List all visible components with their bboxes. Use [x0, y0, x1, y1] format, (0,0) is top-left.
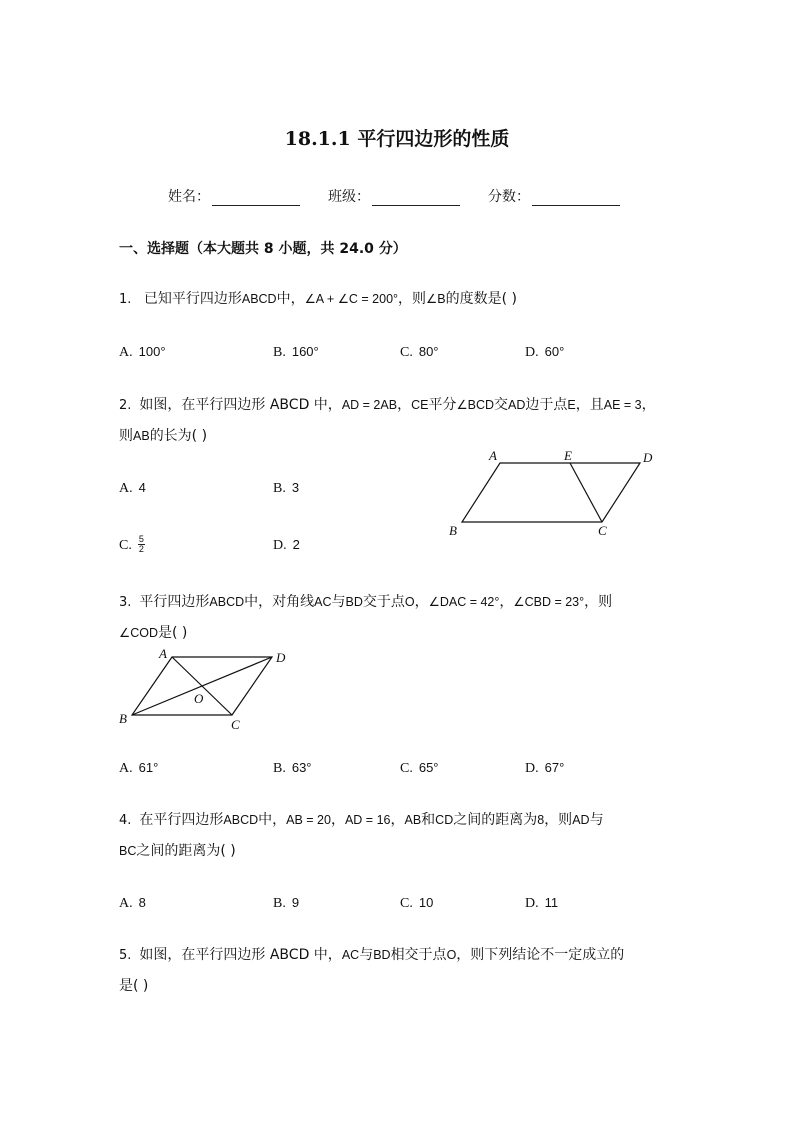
- q5-math: BD: [373, 948, 391, 962]
- vertex-a-label: A: [159, 646, 167, 661]
- vertex-c-label: C: [598, 523, 607, 538]
- option-value: 100°: [138, 344, 166, 359]
- q3-parallelogram-figure: [112, 645, 297, 737]
- q4-text: 中，: [258, 812, 287, 828]
- option-label: C.: [400, 761, 413, 776]
- q4-option-b[interactable]: [273, 895, 299, 912]
- q4-option-a[interactable]: [119, 895, 146, 912]
- q1-text: 的度数是( ): [445, 291, 517, 307]
- q5-text: 是( ): [119, 978, 149, 994]
- q3-math: ABCD: [209, 595, 245, 609]
- q3-math: O: [404, 595, 415, 609]
- question-number: 3.: [119, 595, 132, 610]
- q4-text: 之间的距离为: [453, 812, 538, 828]
- option-value: 8: [138, 895, 146, 910]
- q4-math: AB = 20: [286, 813, 331, 827]
- option-value: 10: [418, 895, 434, 910]
- vertex-b-label: B: [449, 523, 457, 538]
- q2-text: ，且: [575, 397, 604, 413]
- option-value: 11: [544, 895, 559, 910]
- question-number: 4.: [119, 813, 132, 828]
- option-label: C.: [400, 896, 413, 911]
- option-label: D.: [525, 345, 539, 360]
- option-value: 61°: [138, 760, 159, 775]
- q2-text: 则: [119, 428, 133, 444]
- q3-text: 平行四边形: [139, 594, 210, 610]
- option-label: B.: [273, 761, 286, 776]
- q1-text: ，则: [398, 291, 427, 307]
- q4-math: BC: [119, 844, 137, 858]
- class-blank: [372, 191, 460, 206]
- option-label: A.: [119, 896, 133, 911]
- option-label: B.: [273, 345, 286, 360]
- q3-line-2: [119, 618, 612, 648]
- option-value: 80°: [418, 344, 439, 359]
- question-3: [119, 587, 612, 648]
- q4-text: 在平行四边形: [139, 812, 224, 828]
- q2-text: 边于点: [525, 397, 568, 413]
- score-label: 分数：: [488, 189, 530, 205]
- parallelogram-abcd: [462, 463, 640, 522]
- q4-option-d[interactable]: [525, 895, 558, 912]
- question-number: 5.: [119, 948, 132, 963]
- page-title: 18.1.1 平行四边形的性质: [284, 128, 510, 150]
- q2-math: AD = 2AB: [341, 398, 398, 412]
- fraction-numerator: 5: [138, 534, 144, 544]
- q3-option-b[interactable]: [273, 760, 312, 777]
- q3-option-d[interactable]: [525, 760, 564, 777]
- score-blank: [532, 191, 620, 206]
- option-label: D.: [273, 538, 287, 553]
- option-label: D.: [525, 896, 539, 911]
- q1-option-d[interactable]: [525, 344, 564, 361]
- q1-math: ∠A + ∠C = 200°: [304, 292, 399, 306]
- q4-math: CD: [435, 813, 454, 827]
- option-value: 67°: [544, 760, 565, 775]
- name-blank: [212, 191, 300, 206]
- q4-math: AB: [404, 813, 422, 827]
- vertex-a-label: A: [489, 448, 497, 463]
- segment-ce: [570, 463, 602, 522]
- q4-text: ，: [330, 812, 345, 828]
- name-field: [168, 186, 300, 206]
- fraction-denominator: 2: [138, 544, 144, 554]
- vertex-d-label: D: [276, 650, 286, 665]
- q4-text: 与: [589, 812, 604, 828]
- q3-math: ∠COD: [119, 626, 158, 640]
- q2-math: ∠BCD: [456, 398, 495, 412]
- q4-text: ，: [390, 812, 405, 828]
- q3-text: ，: [414, 594, 429, 610]
- option-label: C.: [400, 345, 413, 360]
- question-4: [119, 805, 604, 866]
- q3-option-a[interactable]: [119, 760, 158, 777]
- q4-math: AD = 16: [344, 813, 391, 827]
- q2-option-b[interactable]: [273, 480, 299, 497]
- q3-math: BD: [345, 595, 363, 609]
- q3-text: 与: [331, 594, 346, 610]
- q1-math: ABCD: [241, 292, 277, 306]
- q4-text: ，则: [544, 812, 573, 828]
- q2-math: AE = 3: [603, 398, 642, 412]
- q5-math: O: [446, 948, 457, 962]
- vertex-c-label: C: [231, 717, 240, 732]
- q3-text: 交于点: [362, 594, 405, 610]
- q2-math: AB: [133, 429, 150, 443]
- q3-line-1: [119, 587, 612, 618]
- class-field: [328, 186, 460, 206]
- q1-text: 中，: [276, 291, 305, 307]
- option-label: C.: [119, 537, 132, 553]
- q4-text: 和: [421, 812, 436, 828]
- q2-math: E: [567, 398, 576, 412]
- option-label: B.: [273, 896, 286, 911]
- q4-math: 8: [537, 813, 545, 827]
- q2-math: CE: [411, 398, 429, 412]
- q4-math: ABCD: [223, 813, 259, 827]
- q4-option-c[interactable]: [400, 895, 433, 912]
- q2-option-d[interactable]: [273, 537, 300, 554]
- q2-parallelogram-figure: [440, 445, 670, 540]
- point-e-label: E: [564, 448, 572, 463]
- q2-math: AD: [508, 398, 526, 412]
- q3-text: 是( ): [157, 625, 188, 641]
- q2-option-a[interactable]: [119, 480, 146, 497]
- name-label: 姓名：: [168, 189, 210, 205]
- q3-text: 中，对角线: [244, 594, 315, 610]
- q2-text: 交: [494, 397, 509, 413]
- q2-text: 如图，在平行四边形 ABCD 中，: [139, 397, 342, 413]
- option-value: 3: [291, 480, 300, 495]
- diagonal-bd: [132, 657, 272, 715]
- q1-math: ∠B: [426, 292, 446, 306]
- section-heading: 一、选择题（本大题共 8 小题，共 24.0 分）: [119, 241, 407, 257]
- question-number: 2.: [119, 398, 132, 413]
- fraction-value: [138, 535, 145, 554]
- vertex-b-label: B: [119, 711, 127, 726]
- q5-text: 相交于点: [390, 947, 447, 963]
- q4-text: 之间的距离为( ): [136, 843, 236, 859]
- q5-text: ，则下列结论不一定成立的: [456, 947, 625, 963]
- q4-math: AD: [572, 813, 590, 827]
- option-value: 160°: [291, 344, 319, 359]
- option-value: 60°: [544, 344, 565, 359]
- option-label: D.: [525, 761, 539, 776]
- q3-option-c[interactable]: [400, 760, 439, 777]
- option-value: 4: [138, 480, 146, 495]
- q1-option-c[interactable]: [400, 344, 439, 361]
- q2-text: ，: [641, 397, 656, 413]
- q3-text: ，则: [584, 594, 613, 610]
- q3-math: ∠CBD = 23°: [513, 595, 585, 609]
- q2-text: ，: [397, 397, 412, 413]
- question-number: 1.: [119, 292, 132, 307]
- q4-line-1: [119, 805, 604, 836]
- q1-text: 已知平行四边形: [143, 291, 242, 307]
- score-field: [488, 186, 620, 206]
- q1-option-a[interactable]: [119, 344, 166, 361]
- q5-text: 如图，在平行四边形 ABCD 中，: [139, 947, 342, 963]
- q2-option-c[interactable]: [119, 535, 145, 554]
- point-o-label: O: [194, 691, 204, 706]
- q5-text: 与: [359, 947, 374, 963]
- option-value: 9: [291, 895, 300, 910]
- q3-text: ，: [499, 594, 514, 610]
- q3-math: AC: [314, 595, 332, 609]
- q5-math: AC: [341, 948, 360, 962]
- option-label: A.: [119, 761, 133, 776]
- class-label: 班级：: [328, 189, 370, 205]
- q2-text: 的长为( ): [149, 428, 208, 444]
- question-2: [119, 390, 656, 451]
- question-5: [119, 940, 624, 1001]
- option-value: 65°: [418, 760, 439, 775]
- option-value: 2: [292, 537, 300, 552]
- q5-line-2: [119, 971, 624, 1001]
- option-value: 63°: [291, 760, 312, 775]
- q2-text: 平分: [428, 397, 457, 413]
- q2-line-1: [119, 390, 656, 421]
- q3-math: ∠DAC = 42°: [428, 595, 500, 609]
- q5-line-1: [119, 940, 624, 971]
- q1-option-b[interactable]: [273, 344, 319, 361]
- option-label: B.: [273, 481, 286, 496]
- option-label: A.: [119, 345, 133, 360]
- option-label: A.: [119, 481, 133, 496]
- vertex-d-label: D: [643, 450, 653, 465]
- question-1: [119, 284, 517, 315]
- q4-line-2: [119, 836, 604, 866]
